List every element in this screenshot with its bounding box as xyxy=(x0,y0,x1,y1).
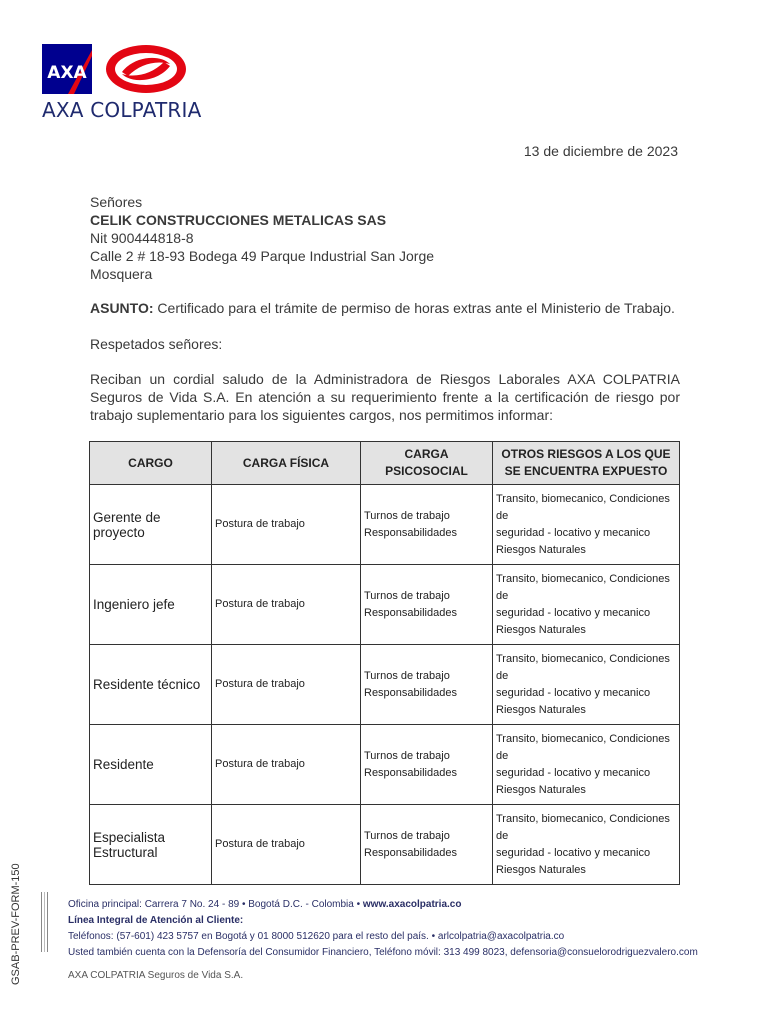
risk-table xyxy=(89,441,680,885)
body-paragraph: Reciban un cordial saludo de la Administradora de Riesgos Laborales AXA COLPATRIA Seguros de Vida S.A. En atención a su requerimiento frente a la certificación de riesgo por trabajo suplementario para los siguientes cargos, nos permitimos informar: xyxy=(90,371,680,423)
cell-cargo-text: Estructural xyxy=(93,844,158,860)
table-header-row xyxy=(90,442,680,485)
letter-date: 13 de diciembre de 2023 xyxy=(523,143,678,159)
cell-otros-riesgos-text: seguridad - locativo y mecanico xyxy=(496,526,651,539)
header-otros-line1: OTROS RIESGOS A LOS QUE xyxy=(501,447,671,461)
cell-otros-riesgos-text: seguridad - locativo y mecanico xyxy=(496,846,651,859)
cell-carga-psicosocial-text: Turnos de trabajo xyxy=(364,749,450,762)
cell-otros-riesgos-text: Transito, biomecanico, Condiciones de xyxy=(496,812,670,842)
recipient-company: CELIK CONSTRUCCIONES METALICAS SAS xyxy=(90,212,387,228)
cell-carga-fisica-text: Postura de trabajo xyxy=(215,678,305,690)
footer-office-line xyxy=(68,897,698,913)
cell-otros-riesgos-text: seguridad - locativo y mecanico xyxy=(496,686,651,699)
footer-office: Oficina principal: Carrera 7 No. 24 - 89 • Bogotá D.C. - Colombia • xyxy=(68,899,363,910)
subject-label: ASUNTO: xyxy=(90,300,154,316)
brand-name: AXA COLPATRIA xyxy=(42,98,202,122)
cell-carga-fisica-text: Postura de trabajo xyxy=(215,518,305,530)
cell-otros-riesgos-text: Riesgos Naturales xyxy=(496,623,586,636)
cell-carga-psicosocial xyxy=(361,565,493,645)
table-row xyxy=(90,645,680,725)
form-code: GSAB-PREV-FORM-150 xyxy=(10,863,22,985)
cell-carga-psicosocial-text: Responsabilidades xyxy=(364,606,457,619)
cell-carga-psicosocial-text: Responsabilidades xyxy=(364,846,457,859)
cell-carga-psicosocial-text: Responsabilidades xyxy=(364,526,457,539)
header-otros-riesgos xyxy=(493,442,680,485)
axa-colpatria-logo-icon xyxy=(42,42,192,98)
cell-carga-fisica-text: Postura de trabajo xyxy=(215,598,305,610)
cell-cargo-text: Residente xyxy=(93,757,154,772)
header-carga-psicosocial: CARGA PSICOSOCIAL xyxy=(361,442,493,485)
side-barcode-mark xyxy=(40,892,50,952)
axa-colpatria-logo xyxy=(42,42,202,122)
cell-otros-riesgos xyxy=(493,805,680,885)
cell-carga-fisica xyxy=(212,565,361,645)
cell-otros-riesgos-text: Riesgos Naturales xyxy=(496,543,586,556)
cell-carga-fisica xyxy=(212,485,361,565)
cell-carga-psicosocial xyxy=(361,805,493,885)
recipient-nit: Nit 900444818-8 xyxy=(90,230,194,246)
table-row xyxy=(90,485,680,565)
cell-cargo xyxy=(90,565,212,645)
header-carga-fisica: CARGA FÍSICA xyxy=(212,442,361,485)
cell-carga-psicosocial xyxy=(361,485,493,565)
cell-carga-psicosocial xyxy=(361,645,493,725)
table-row xyxy=(90,805,680,885)
cell-otros-riesgos-text: Riesgos Naturales xyxy=(496,783,586,796)
svg-text:AXA: AXA xyxy=(47,63,87,83)
barcode-icon xyxy=(40,892,50,952)
cell-cargo xyxy=(90,645,212,725)
cell-otros-riesgos-text: Transito, biomecanico, Condiciones de xyxy=(496,732,670,762)
cell-cargo xyxy=(90,725,212,805)
cell-otros-riesgos-text: Riesgos Naturales xyxy=(496,863,586,876)
cell-otros-riesgos xyxy=(493,565,680,645)
cell-cargo-text: Gerente de proyecto xyxy=(93,509,161,540)
cell-cargo-text: Residente técnico xyxy=(93,677,201,692)
cell-carga-psicosocial-text: Turnos de trabajo xyxy=(364,669,450,682)
footer-website-link[interactable]: www.axacolpatria.co xyxy=(362,899,462,910)
table-row xyxy=(90,565,680,645)
cell-carga-fisica xyxy=(212,805,361,885)
cell-otros-riesgos-text: Transito, biomecanico, Condiciones de xyxy=(496,652,670,682)
footer-company: AXA COLPATRIA Seguros de Vida S.A. xyxy=(68,970,244,981)
footer-line-title: Línea Integral de Atención al Cliente: xyxy=(68,915,244,926)
table-row xyxy=(90,725,680,805)
cell-carga-psicosocial-text: Responsabilidades xyxy=(364,766,457,779)
footer-defensoria: Usted también cuenta con la Defensoría del Consumidor Financiero, Teléfono móvil: 313 499 8023, defensoria@consuelorodriguezvalero.com xyxy=(68,947,698,958)
cell-carga-fisica-text: Postura de trabajo xyxy=(215,758,305,770)
subject-text: Certificado para el trámite de permiso de horas extras ante el Ministerio de Trabajo. xyxy=(157,300,675,316)
cell-otros-riesgos-text: seguridad - locativo y mecanico xyxy=(496,606,651,619)
recipient-city: Mosquera xyxy=(90,266,153,282)
cell-cargo xyxy=(90,485,212,565)
cell-carga-fisica-text: Postura de trabajo xyxy=(215,838,305,850)
cell-otros-riesgos xyxy=(493,725,680,805)
cell-cargo-text: Ingeniero jefe xyxy=(93,597,175,612)
footer xyxy=(68,897,698,984)
cell-otros-riesgos xyxy=(493,485,680,565)
cell-carga-fisica xyxy=(212,645,361,725)
cell-carga-psicosocial-text: Turnos de trabajo xyxy=(364,589,450,602)
cell-carga-psicosocial-text: Turnos de trabajo xyxy=(364,509,450,522)
cell-carga-fisica xyxy=(212,725,361,805)
cell-otros-riesgos-text: seguridad - locativo y mecanico xyxy=(496,766,651,779)
cell-otros-riesgos-text: Riesgos Naturales xyxy=(496,703,586,716)
subject-line xyxy=(90,300,690,316)
cell-carga-psicosocial-text: Responsabilidades xyxy=(364,686,457,699)
greeting: Respetados señores: xyxy=(90,336,223,352)
recipient-block xyxy=(90,193,434,283)
cell-carga-psicosocial-text: Turnos de trabajo xyxy=(364,829,450,842)
cell-cargo xyxy=(90,805,212,885)
footer-phones: Teléfonos: (57-601) 423 5757 en Bogotá y 01 8000 512620 para el resto del país. • arlcolpatria@axacolpatria.co xyxy=(68,931,565,942)
salutation: Señores xyxy=(90,194,143,210)
header-cargo: CARGO xyxy=(90,442,212,485)
cell-otros-riesgos-text: Transito, biomecanico, Condiciones de xyxy=(496,572,670,602)
header-otros-line2: SE ENCUENTRA EXPUESTO xyxy=(504,464,668,478)
cell-otros-riesgos-text: Transito, biomecanico, Condiciones de xyxy=(496,492,670,522)
cell-carga-psicosocial xyxy=(361,725,493,805)
recipient-address: Calle 2 # 18-93 Bodega 49 Parque Industrial San Jorge xyxy=(90,248,435,264)
cell-cargo-text: Especialista xyxy=(93,829,166,845)
cell-otros-riesgos xyxy=(493,645,680,725)
